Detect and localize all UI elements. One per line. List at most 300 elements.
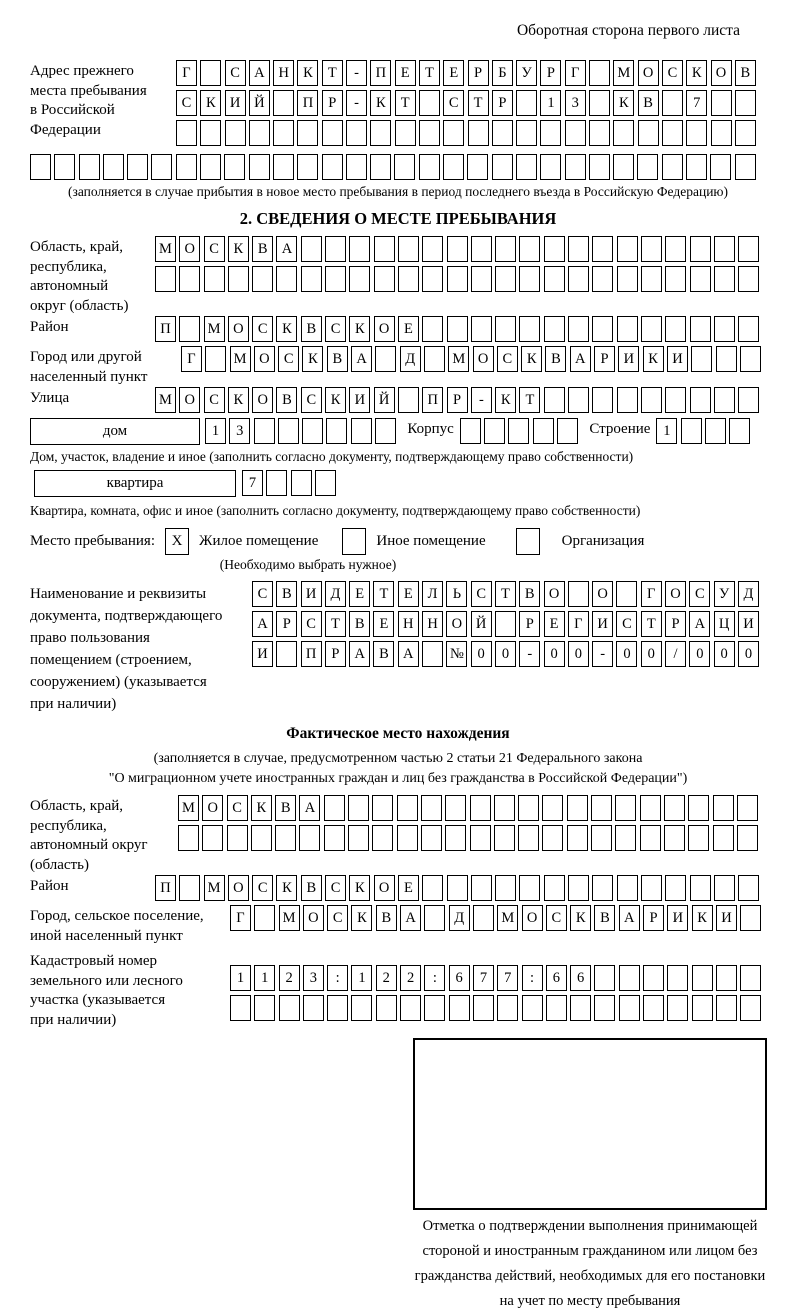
char-box [714,266,735,292]
char-box: К [570,905,591,931]
char-box: - [592,641,613,667]
char-box [690,266,711,292]
char-box [665,266,686,292]
char-box: Е [373,611,394,637]
char-box: : [522,965,543,991]
char-box: В [252,236,273,262]
char-box [249,120,270,146]
char-box: 2 [279,965,300,991]
char-box: М [230,346,251,372]
char-box: М [204,875,225,901]
char-box: А [619,905,640,931]
char-box [716,995,737,1021]
char-box [615,825,636,851]
prev-address-rows [176,60,759,150]
checkbox-org [516,528,540,555]
char-box [714,387,735,413]
char-box [227,825,248,851]
char-box [495,236,516,262]
char-box [397,825,418,851]
char-box [664,825,685,851]
char-box: О [374,316,395,342]
char-box: - [471,387,492,413]
char-box [665,236,686,262]
char-box [228,266,249,292]
char-box: А [398,641,419,667]
char-box [398,236,419,262]
char-box: О [592,581,613,607]
char-box: И [667,346,688,372]
char-box [533,418,554,444]
char-box: Р [468,60,489,86]
char-box [254,995,275,1021]
char-box [467,154,488,180]
char-box: Р [665,611,686,637]
char-box [445,825,466,851]
char-box [471,316,492,342]
gorod-row [181,346,764,372]
char-box [565,154,586,180]
char-box [471,236,492,262]
fact-raion-field [30,875,766,901]
fact-gorod-field [30,905,766,946]
char-box: 1 [540,90,561,116]
page-side-note: Оборотная сторона первого листа [516,22,740,39]
char-box [665,387,686,413]
dom-cells [205,418,399,444]
checkbox-inoe [342,528,366,555]
char-box: К [276,316,297,342]
char-box [690,236,711,262]
char-box [544,387,565,413]
char-box [691,346,712,372]
char-box [568,266,589,292]
kvartira-caption: Квартира, комната, офис и иное (заполнить согласно документу, подтверждающему право собственности) [30,503,641,518]
char-box: Е [349,581,370,607]
char-box [662,120,683,146]
char-box [179,875,200,901]
char-box [716,965,737,991]
char-box: А [351,346,372,372]
char-box [400,995,421,1021]
fact-oblast-row-2 [178,825,761,851]
char-box: Й [249,90,270,116]
char-box [443,120,464,146]
char-box: М [279,905,300,931]
char-box: - [346,90,367,116]
char-box: - [346,60,367,86]
char-box [484,418,505,444]
dom-box: дом [30,418,200,445]
char-box: П [155,316,176,342]
char-box: П [370,60,391,86]
char-box [711,120,732,146]
raion-label: Район [30,319,69,335]
char-box [424,905,445,931]
char-box [519,875,540,901]
char-box [613,154,634,180]
char-box [737,825,758,851]
char-box [662,90,683,116]
char-box [494,825,515,851]
char-box: В [349,611,370,637]
char-box [468,120,489,146]
char-box: С [227,795,248,821]
kadastr-label: Кадастровый номер земельного или лесного участка (указывается при наличии) [30,953,183,1028]
char-box [276,641,297,667]
char-box [735,90,756,116]
char-box [225,120,246,146]
char-box: Т [325,611,346,637]
char-box [688,795,709,821]
char-box [273,154,294,180]
char-box [714,316,735,342]
char-box [557,418,578,444]
char-box [592,875,613,901]
ulitsa-field [30,387,766,413]
char-box [322,120,343,146]
char-box: С [546,905,567,931]
char-box [692,965,713,991]
char-box [617,875,638,901]
ulitsa-row [155,387,762,413]
char-box: Т [419,60,440,86]
char-box: О [473,346,494,372]
char-box [594,995,615,1021]
char-box [518,795,539,821]
char-box [176,154,197,180]
char-box: В [638,90,659,116]
char-box [200,120,221,146]
char-box [266,470,287,496]
char-box: 1 [254,965,275,991]
char-box [690,387,711,413]
char-box [179,266,200,292]
char-box [567,825,588,851]
char-box [662,154,683,180]
fact-raion-label: Район [30,878,69,894]
char-box [346,120,367,146]
char-box [422,641,443,667]
char-box: В [376,905,397,931]
char-box [740,995,761,1021]
char-box [664,795,685,821]
oblast-rows [155,236,762,296]
char-box [667,965,688,991]
char-box: № [446,641,467,667]
char-box: Л [422,581,443,607]
char-box: В [327,346,348,372]
char-box [326,418,347,444]
char-box [497,995,518,1021]
char-box [127,154,148,180]
char-box: И [618,346,639,372]
char-box [421,795,442,821]
char-box: Е [398,316,419,342]
char-box: С [204,387,225,413]
char-box [738,236,759,262]
char-box [592,316,613,342]
char-box [713,825,734,851]
char-box [688,825,709,851]
prev-address-field [30,60,766,150]
char-box [470,795,491,821]
char-box: О [638,60,659,86]
char-box [460,418,481,444]
char-box [594,965,615,991]
char-box: 7 [497,965,518,991]
option-zhiloe-label: Жилое помещение [199,533,319,549]
char-box [714,875,735,901]
oblast-row-2 [155,266,762,292]
char-box: Г [565,60,586,86]
char-box: 3 [229,418,250,444]
prev-address-caption: (заполняется в случае прибытия в новое место пребывания в период последнего въезда в Российскую Федерацию) [67,184,729,199]
char-box [518,825,539,851]
char-box [617,316,638,342]
char-box [591,795,612,821]
char-box [542,825,563,851]
char-box: П [155,875,176,901]
char-box: В [519,581,540,607]
char-box: О [446,611,467,637]
kadastr-row-2 [230,995,765,1021]
char-box [665,316,686,342]
char-box [592,236,613,262]
char-box: О [254,346,275,372]
kvartira-row [30,470,766,497]
raion-field [30,316,766,342]
place-type-row [30,528,766,555]
char-box: А [570,346,591,372]
char-box [589,60,610,86]
char-box [619,995,640,1021]
char-box [716,346,737,372]
char-box [276,266,297,292]
char-box [740,965,761,991]
char-box: С [204,236,225,262]
char-box [592,266,613,292]
char-box: Г [230,905,251,931]
char-box: К [228,236,249,262]
char-box [224,154,245,180]
char-box: В [735,60,756,86]
char-box: В [276,387,297,413]
char-box: 0 [689,641,710,667]
char-box: 1 [205,418,226,444]
char-box [325,236,346,262]
fact-oblast-label: Область, край, республика, автономный округ (область) [30,798,148,873]
oblast-label: Область, край, республика, автономный округ (область) [30,239,129,314]
char-box [568,387,589,413]
char-box [470,825,491,851]
char-box [424,995,445,1021]
char-box: Б [492,60,513,86]
char-box: Р [540,60,561,86]
char-box [370,154,391,180]
char-box [567,795,588,821]
char-box [705,418,726,444]
char-box: Р [322,90,343,116]
char-box [713,795,734,821]
char-box [729,418,750,444]
char-box [398,266,419,292]
char-box [667,995,688,1021]
char-box: 7 [242,470,263,496]
char-box [230,995,251,1021]
char-box: У [714,581,735,607]
char-box: 0 [738,641,759,667]
char-box [176,120,197,146]
char-box [422,875,443,901]
char-box [544,875,565,901]
char-box: О [522,905,543,931]
char-box: О [711,60,732,86]
char-box [370,120,391,146]
char-box [422,316,443,342]
char-box [665,875,686,901]
char-box [348,795,369,821]
char-box: И [716,905,737,931]
char-box: К [228,387,249,413]
char-box: К [521,346,542,372]
char-box: С [176,90,197,116]
char-box: С [689,581,710,607]
char-box: : [327,965,348,991]
char-box: Т [519,387,540,413]
gorod-field [30,346,766,387]
char-box: С [616,611,637,637]
char-box [494,795,515,821]
char-box: Й [374,387,395,413]
char-box: В [301,316,322,342]
char-box [200,60,221,86]
char-box: Т [641,611,662,637]
prev-address-label: Адрес прежнего места пребывания в Российской Федерации [30,63,147,138]
char-box [640,795,661,821]
char-box [617,236,638,262]
char-box: С [252,581,273,607]
char-box [249,154,270,180]
char-box [273,120,294,146]
char-box [297,154,318,180]
raion-row [155,316,762,342]
char-box: И [667,905,688,931]
char-box: К [302,346,323,372]
char-box: С [252,875,273,901]
char-box [637,154,658,180]
char-box [546,995,567,1021]
char-box: Н [273,60,294,86]
char-box: Й [471,611,492,637]
char-box: 0 [641,641,662,667]
stamp-note: Отметка о подтверждении выполнения принимающей стороной и иностранным гражданином или лицом без гражданства действий, необходимых для его постановки на учет по месту пребывания [414,1218,766,1309]
char-box [421,825,442,851]
option-org-label: Организация [561,533,645,549]
char-box: К [349,875,370,901]
char-box [424,346,445,372]
char-box: М [204,316,225,342]
char-box: 6 [570,965,591,991]
char-box: И [592,611,613,637]
char-box: К [251,795,272,821]
char-box [568,236,589,262]
char-box [508,418,529,444]
char-box [301,236,322,262]
char-box [690,875,711,901]
char-box: К [351,905,372,931]
char-box [589,154,610,180]
char-box: А [299,795,320,821]
char-box: Д [738,581,759,607]
char-box [200,154,221,180]
kadastr-field [30,950,766,1030]
fact-oblast-row-1 [178,795,761,821]
char-box: : [424,965,445,991]
char-box: Е [544,611,565,637]
char-box [615,795,636,821]
char-box [516,90,537,116]
doc-row-1 [252,581,762,607]
doc-rows [252,581,762,671]
char-box [519,316,540,342]
char-box: И [252,641,273,667]
char-box [540,154,561,180]
char-box: Е [398,581,419,607]
char-box [251,825,272,851]
prev-address-row-4 [30,154,766,180]
char-box [325,266,346,292]
char-box [495,875,516,901]
char-box [681,418,702,444]
char-box [738,875,759,901]
char-box [738,266,759,292]
char-box: С [252,316,273,342]
gorod-label: Город или другой населенный пункт [30,349,148,385]
fact-caption-2: "О миграционном учете иностранных граждан и лиц без гражданства в Российской Федерации") [108,771,688,786]
char-box [103,154,124,180]
char-box [205,346,226,372]
char-box: Г [568,611,589,637]
char-box: М [497,905,518,931]
kvartira-cells [242,470,339,496]
char-box [617,387,638,413]
char-box [324,795,345,821]
char-box [714,236,735,262]
char-box: С [662,60,683,86]
char-box: В [594,905,615,931]
char-box: А [400,905,421,931]
char-box [374,236,395,262]
char-box [299,825,320,851]
char-box: Т [322,60,343,86]
char-box: О [179,387,200,413]
char-box: А [252,611,273,637]
char-box [254,905,275,931]
char-box: К [495,387,516,413]
char-box [735,120,756,146]
char-box [516,120,537,146]
char-box: И [349,387,370,413]
char-box [151,154,172,180]
char-box [495,266,516,292]
fact-raion-row [155,875,762,901]
char-box: С [301,611,322,637]
char-box: - [519,641,540,667]
char-box [449,995,470,1021]
char-box [447,316,468,342]
char-box [327,995,348,1021]
